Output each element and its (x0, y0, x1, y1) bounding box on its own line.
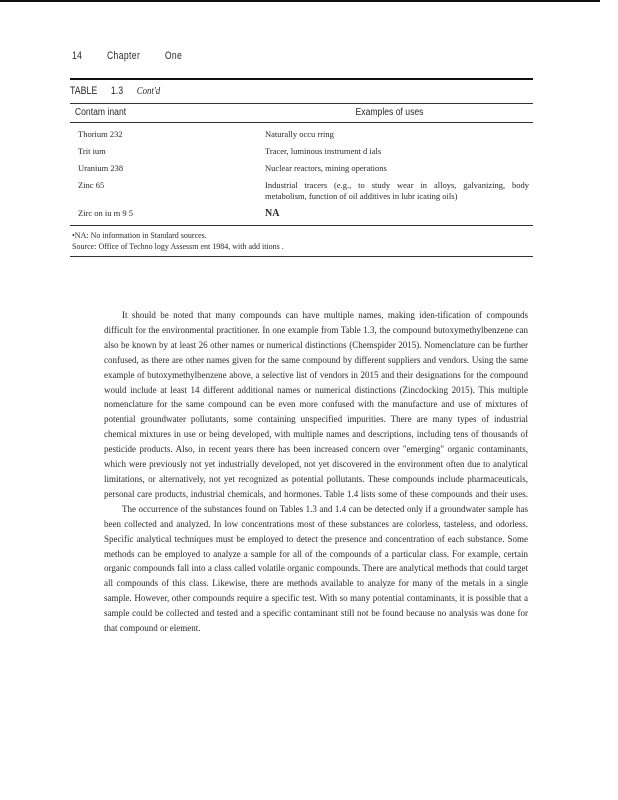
cell-contaminant: Zirc on iu m 9 5 (78, 208, 134, 218)
running-head (72, 50, 204, 62)
table-row (70, 174, 533, 202)
contaminants-table (70, 78, 533, 257)
cell-contaminant: Thorium 232 (78, 129, 123, 139)
table-source: Source: Office of Techno logy Assessm ent 1984, with add itions . (72, 242, 284, 251)
table-caption (70, 80, 440, 103)
cell-uses: Naturally occu rring (265, 129, 334, 139)
cell-contaminant: Trit ium (78, 146, 106, 156)
table-row (70, 123, 533, 140)
column-header-contaminant: Contam inant (74, 106, 127, 118)
table-continued: Cont'd (136, 85, 161, 97)
table-end-rule (70, 256, 533, 257)
chapter-number: One (164, 50, 183, 62)
cell-contaminant: Uranium 238 (78, 163, 124, 173)
paragraph: The occurrence of the substances found on Tables 1.3 and 1.4 can be detected only if a groundwater sample has been collected and analyzed. In low concentrations most of these substances are colorless, tasteless, and odorless. Specific analytical techniques must be employed to detect the presence and concentration of each substance. Some methods can be employed to analyze a sample for all of the compounds of a particular class. For example, certain organic compounds fall into a class called volatile organic compounds. There are analytical methods that could target all compounds of this class. Likewise, there are methods available to analyze for many of the metals in a single sample. However, other compounds require a specific test. With so many potential contaminants, it is possible that a sample could be collected and tested and a specific contaminant still not be found because no analysis was done for that compound or element. (104, 503, 528, 634)
table-header-row (70, 104, 533, 122)
table-notes (70, 226, 533, 256)
table-row (70, 157, 533, 174)
cell-uses: Industrial tracers (e.g., to study wear in alloys, galvanizing, body metabolism, function of oil additives in lubr icating oils) (265, 180, 529, 201)
paragraph: It should be noted that many compounds can have multiple names, making iden-tification of compounds difficult for the environmental practitioner. In one example from Table 1.3, the compound butoxymethylbenzene can also be known by at least 26 other names or numerical distinctions (Chemspider 2015). Nomenclature can be further confused, as there are other names given for the same compound by different suppliers and vendors. Using the same example of butoxymethylbenzene above, a selective list of vendors in 2015 and their designations for the compound would include at least 14 different additional names or numerical distinctions (Zincdocking 2015). This multiple nomenclature for the same compound can be even more confused with the manufacture and use of mixtures of potential groundwater pollutants, some containing unspecified impurities. There are many types of industrial chemical mixtures in use or being developed, with multiple names and descriptions, including tens of thousands of pesticide products. Also, in recent years there has been increased concern over "emerging" organic contaminants, which were previously not yet industrially developed, not yet discovered in the environment often due to analytical limitations, or alternatively, not yet recognized as potential pollutants. These compounds include pharmaceuticals, personal care products, industrial chemicals, and hormones. Table 1.4 lists some of these compounds and their uses. (104, 310, 528, 499)
table-label: TABLE (70, 85, 98, 97)
page-number: 14 (72, 50, 83, 62)
cell-uses: NA (265, 208, 280, 219)
cell-contaminant: Zinc 65 (78, 180, 105, 190)
table-row (70, 140, 533, 157)
table-footnote: •NA: No information in Standard sources. (72, 231, 207, 240)
chapter-label: Chapter (106, 50, 141, 62)
cell-uses: Tracer, luminous instrument d ials (265, 146, 382, 156)
table-number: 1.3 (110, 85, 124, 97)
column-header-examples: Examples of uses (355, 106, 424, 118)
top-border-line (0, 0, 600, 2)
body-text (104, 308, 528, 636)
table-row (70, 202, 533, 225)
cell-uses: Nuclear reactors, mining operations (265, 163, 387, 173)
